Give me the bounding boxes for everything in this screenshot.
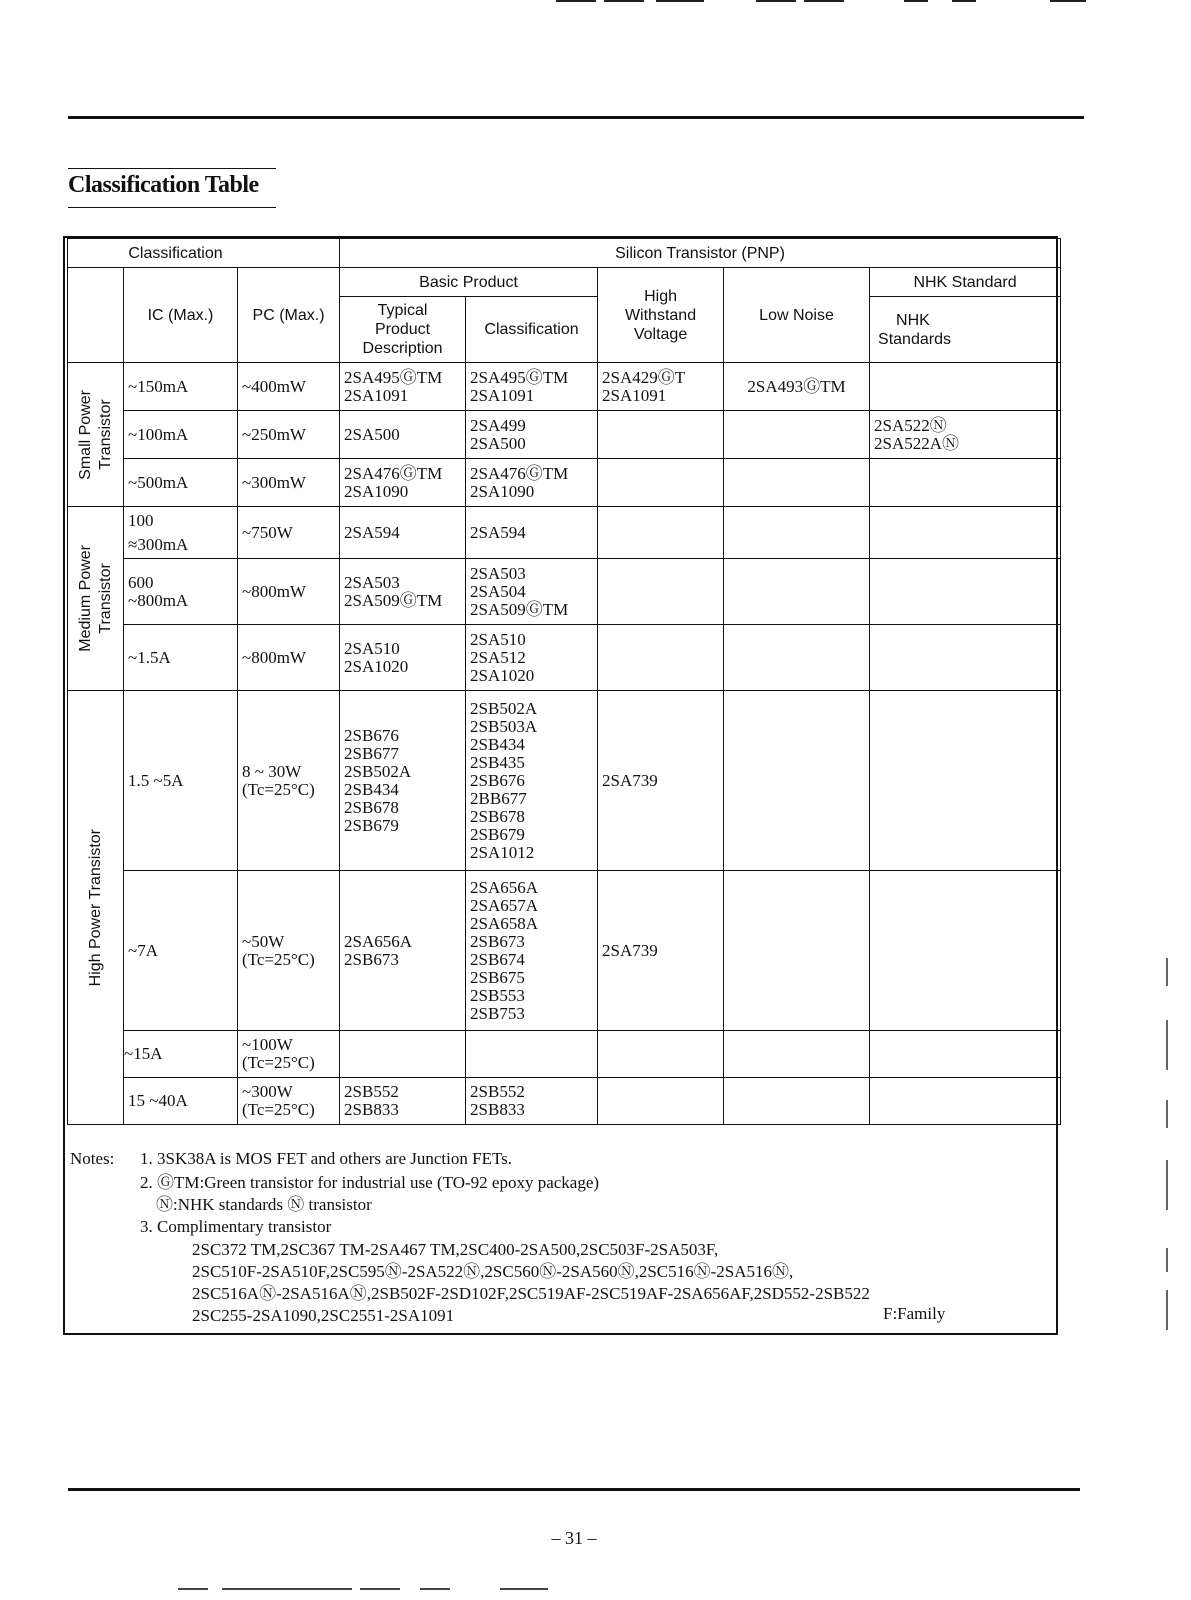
cell-pc: ~750W [238, 507, 340, 559]
cell-classification [466, 1031, 598, 1078]
cell-pc: ~100W (Tc=25°C) [238, 1031, 340, 1078]
header-typical-product: Typical Product Description [340, 297, 466, 363]
scan-mark [1050, 0, 1086, 2]
cell-pc: 8 ~ 30W (Tc=25°C) [238, 691, 340, 871]
note-2-nhk: Ⓝ:NHK standards Ⓝ transistor [156, 1195, 372, 1214]
scan-mark [360, 1588, 400, 1590]
scan-mark [222, 1588, 352, 1590]
header-rule [68, 116, 1084, 119]
scan-mark [904, 0, 928, 2]
cell-low-noise [724, 459, 870, 507]
cell-typical: 2SA500 [340, 411, 466, 459]
cell-classification: 2SA594 [466, 507, 598, 559]
scan-mark [604, 0, 644, 2]
cell-high-withstand [598, 507, 724, 559]
cell-typical: 2SA503 2SA509ⒼTM [340, 559, 466, 625]
scan-mark [804, 0, 844, 2]
cell-ic: 100 ≈300mA [124, 507, 238, 559]
scan-mark [420, 1588, 450, 1590]
cell-low-noise [724, 1078, 870, 1125]
cell-pc: ~400mW [238, 363, 340, 411]
header-classification: Classification [68, 239, 340, 268]
cell-typical: 2SA656A 2SB673 [340, 871, 466, 1031]
note-3-line-3: 2SC516AⓃ-2SA516AⓃ,2SB502F-2SD102F,2SC519AF-2SC519AF-2SA656AF,2SD552-2SB522 [192, 1284, 870, 1303]
scan-mark [952, 0, 976, 2]
scan-mark [1166, 1290, 1168, 1330]
cell-classification: 2SA510 2SA512 2SA1020 [466, 625, 598, 691]
cell-low-noise [724, 691, 870, 871]
table-row [68, 691, 1061, 871]
group-high-power: High Power Transistor [68, 691, 124, 1125]
header-blank [68, 268, 124, 363]
footer-rule [68, 1488, 1080, 1491]
cell-ic: ~500mA [124, 459, 238, 507]
cell-high-withstand [598, 459, 724, 507]
cell-nhk [870, 871, 1061, 1031]
table-row [68, 871, 1061, 1031]
cell-ic: 600 ~800mA [124, 559, 238, 625]
title-rule [68, 168, 276, 169]
table-row [68, 1031, 1061, 1078]
cell-classification: 2SB502A 2SB503A 2SB434 2SB435 2SB676 2BB677 2SB678 2SB679 2SA1012 [466, 691, 598, 871]
cell-typical: 2SA510 2SA1020 [340, 625, 466, 691]
note-3: 3. Complimentary transistor [140, 1217, 332, 1236]
cell-high-withstand: 2SA429ⒼT 2SA1091 [598, 363, 724, 411]
header-classification-col: Classification [466, 297, 598, 363]
cell-pc: ~300mW [238, 459, 340, 507]
note-3-line-2: 2SC510F-2SA510F,2SC595Ⓝ-2SA522Ⓝ,2SC560Ⓝ-2SA560Ⓝ,2SC516Ⓝ-2SA516Ⓝ, [192, 1262, 794, 1281]
cell-pc: ~50W (Tc=25°C) [238, 871, 340, 1031]
cell-typical: 2SA495ⒼTM 2SA1091 [340, 363, 466, 411]
cell-low-noise [724, 1031, 870, 1078]
cell-nhk [870, 507, 1061, 559]
cell-classification: 2SA656A 2SA657A 2SA658A 2SB673 2SB674 2SB675 2SB553 2SB753 [466, 871, 598, 1031]
cell-typical: 2SB676 2SB677 2SB502A 2SB434 2SB678 2SB679 [340, 691, 466, 871]
notes-label: Notes: [70, 1149, 115, 1168]
note-1: 1. 3SK38A is MOS FET and others are Junction FETs. [140, 1149, 513, 1168]
cell-high-withstand: 2SA739 [598, 691, 724, 871]
table-row [68, 363, 1061, 411]
cell-ic: ~1.5A [124, 625, 238, 691]
cell-ic: 1.5 ~5A [124, 691, 238, 871]
cell-low-noise: 2SA493ⒼTM [724, 363, 870, 411]
cell-low-noise [724, 411, 870, 459]
header-nhk-standard: NHK Standard [870, 268, 1061, 297]
cell-classification: 2SA499 2SA500 [466, 411, 598, 459]
cell-typical [340, 1031, 466, 1078]
header-pc-max: PC (Max.) [238, 268, 340, 363]
cell-ic: ~7A [124, 871, 238, 1031]
page-title: Classification Table [68, 172, 259, 198]
header-silicon-pnp: Silicon Transistor (PNP) [340, 239, 1061, 268]
note-2: 2. ⒼTM:Green transistor for industrial use (TO-92 epoxy package) [140, 1173, 600, 1192]
cell-nhk [870, 1078, 1061, 1125]
cell-ic: ~150mA [124, 363, 238, 411]
table-row [68, 625, 1061, 691]
cell-pc: ~800mW [238, 625, 340, 691]
cell-low-noise [724, 507, 870, 559]
cell-low-noise [724, 871, 870, 1031]
group-medium-power: Medium Power Transistor [68, 507, 124, 691]
header-ic-max: IC (Max.) [124, 268, 238, 363]
cell-low-noise [724, 559, 870, 625]
cell-pc: ~300W (Tc=25°C) [238, 1078, 340, 1125]
cell-nhk [870, 363, 1061, 411]
cell-classification: 2SA476ⒼTM 2SA1090 [466, 459, 598, 507]
cell-typical: 2SA594 [340, 507, 466, 559]
family-legend: F:Family [883, 1304, 946, 1323]
scan-mark [556, 0, 596, 2]
cell-high-withstand [598, 559, 724, 625]
table-row [68, 1078, 1061, 1125]
scan-mark [1166, 1020, 1168, 1070]
header-row [68, 239, 1061, 268]
scan-mark [500, 1588, 548, 1590]
cell-high-withstand [598, 625, 724, 691]
cell-nhk [870, 1031, 1061, 1078]
header-basic-product: Basic Product [340, 268, 598, 297]
header-row [68, 268, 1061, 297]
page-number: – 31 – [551, 1528, 597, 1548]
scan-mark [1166, 1100, 1168, 1128]
cell-low-noise [724, 625, 870, 691]
cell-classification: 2SA503 2SA504 2SA509ⒼTM [466, 559, 598, 625]
cell-nhk: 2SA522Ⓝ 2SA522AⓃ [870, 411, 1061, 459]
cell-ic: ~15A [124, 1031, 238, 1078]
header-nhk-standards: NHK Standards [870, 297, 1061, 363]
table-row [68, 411, 1061, 459]
cell-typical: 2SB552 2SB833 [340, 1078, 466, 1125]
cell-nhk [870, 559, 1061, 625]
cell-high-withstand: 2SA739 [598, 871, 724, 1031]
note-3-line-1: 2SC372 TM,2SC367 TM-2SA467 TM,2SC400-2SA500,2SC503F-2SA503F, [192, 1240, 719, 1259]
cell-classification: 2SB552 2SB833 [466, 1078, 598, 1125]
scan-mark [1166, 1248, 1168, 1272]
cell-high-withstand [598, 1078, 724, 1125]
scan-mark [756, 0, 796, 2]
table-row [68, 507, 1061, 559]
group-small-power: Small Power Transistor [68, 363, 124, 507]
cell-classification: 2SA495ⒼTM 2SA1091 [466, 363, 598, 411]
header-low-noise: Low Noise [724, 268, 870, 363]
cell-nhk [870, 459, 1061, 507]
scan-mark [1166, 1160, 1168, 1210]
title-rule [68, 207, 276, 208]
cell-nhk [870, 691, 1061, 871]
scan-mark [1166, 958, 1168, 986]
classification-table [67, 238, 1061, 1125]
cell-ic: ~100mA [124, 411, 238, 459]
cell-typical: 2SA476ⒼTM 2SA1090 [340, 459, 466, 507]
scan-mark [178, 1588, 208, 1590]
cell-nhk [870, 625, 1061, 691]
table-row [68, 559, 1061, 625]
header-high-withstand: High Withstand Voltage [598, 268, 724, 363]
cell-ic: 15 ~40A [124, 1078, 238, 1125]
cell-pc: ~800mW [238, 559, 340, 625]
table-row [68, 459, 1061, 507]
cell-high-withstand [598, 411, 724, 459]
scan-mark [656, 0, 704, 2]
cell-pc: ~250mW [238, 411, 340, 459]
cell-high-withstand [598, 1031, 724, 1078]
note-3-line-4: 2SC255-2SA1090,2SC2551-2SA1091 [192, 1306, 455, 1325]
